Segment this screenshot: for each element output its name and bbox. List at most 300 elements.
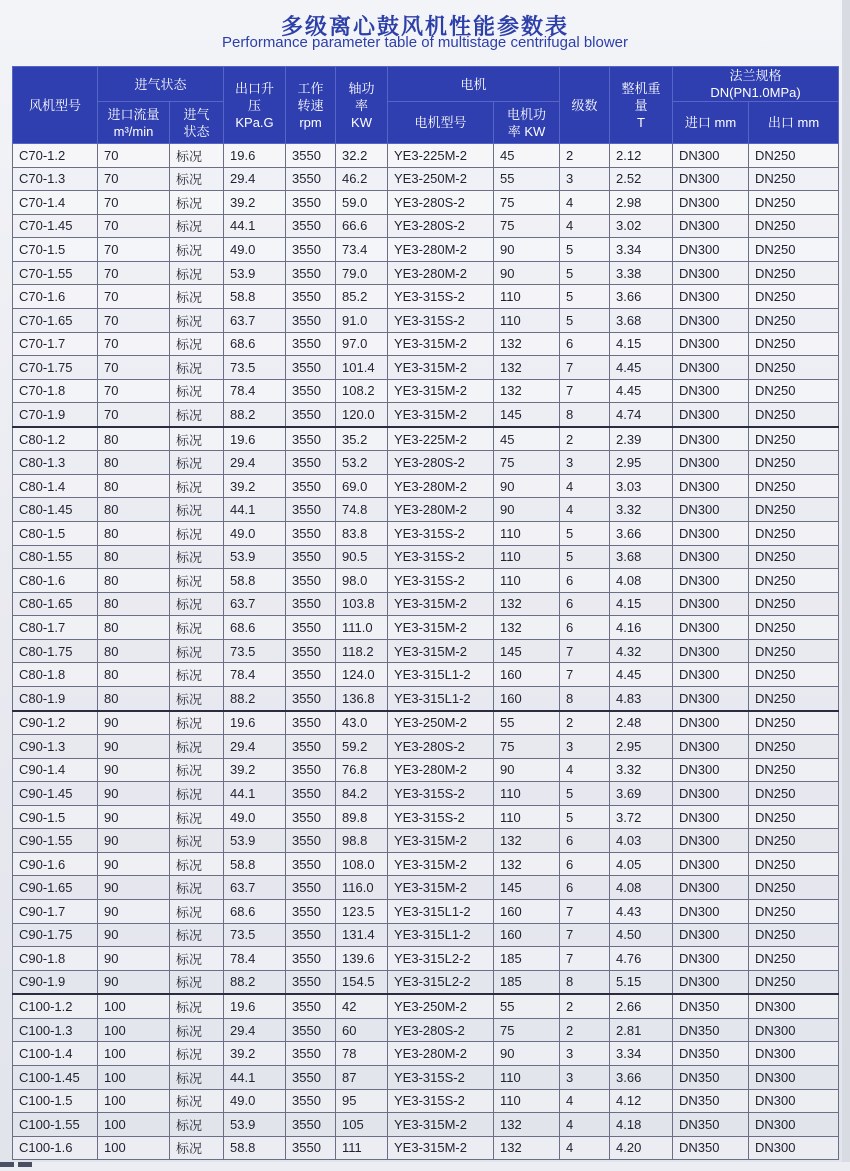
cell-shaft-power: 118.2 xyxy=(336,639,388,663)
cell-intake-cond: 标况 xyxy=(170,735,224,759)
cell-flange-out: DN250 xyxy=(749,238,839,262)
cell-speed: 3550 xyxy=(286,332,336,356)
cell-speed: 3550 xyxy=(286,923,336,947)
cell-pressure: 88.2 xyxy=(224,686,286,710)
cell-flange-out: DN300 xyxy=(749,1042,839,1066)
cell-shaft-power: 84.2 xyxy=(336,782,388,806)
cell-shaft-power: 97.0 xyxy=(336,332,388,356)
table-row xyxy=(13,923,839,947)
cell-flange-in: DN300 xyxy=(673,191,749,215)
cell-weight: 2.98 xyxy=(610,191,673,215)
cell-model: C90-1.4 xyxy=(13,758,98,782)
cell-speed: 3550 xyxy=(286,191,336,215)
cell-weight: 3.68 xyxy=(610,308,673,332)
cell-intake-cond: 标况 xyxy=(170,308,224,332)
cell-weight: 3.32 xyxy=(610,498,673,522)
table-row xyxy=(13,498,839,522)
cell-motor-model: YE3-315S-2 xyxy=(388,1089,494,1113)
cell-intake-flow: 100 xyxy=(98,1136,170,1160)
cell-stages: 2 xyxy=(560,1018,610,1042)
cell-flange-in: DN300 xyxy=(673,852,749,876)
cell-motor-power: 132 xyxy=(494,616,560,640)
cell-flange-in: DN300 xyxy=(673,592,749,616)
cell-stages: 5 xyxy=(560,238,610,262)
cell-flange-in: DN300 xyxy=(673,639,749,663)
cell-flange-in: DN300 xyxy=(673,663,749,687)
cell-stages: 7 xyxy=(560,947,610,971)
cell-stages: 6 xyxy=(560,592,610,616)
cell-shaft-power: 101.4 xyxy=(336,356,388,380)
cell-pressure: 53.9 xyxy=(224,829,286,853)
cell-flange-out: DN250 xyxy=(749,144,839,168)
cell-motor-power: 90 xyxy=(494,758,560,782)
cell-motor-power: 145 xyxy=(494,876,560,900)
cell-flange-in: DN300 xyxy=(673,308,749,332)
cell-flange-in: DN300 xyxy=(673,498,749,522)
cell-flange-out: DN250 xyxy=(749,403,839,427)
cell-flange-out: DN300 xyxy=(749,1018,839,1042)
cell-intake-cond: 标况 xyxy=(170,829,224,853)
table-row xyxy=(13,782,839,806)
cell-flange-in: DN300 xyxy=(673,805,749,829)
cell-weight: 3.66 xyxy=(610,285,673,309)
cell-motor-power: 132 xyxy=(494,592,560,616)
table-row xyxy=(13,451,839,475)
cell-motor-model: YE3-250M-2 xyxy=(388,994,494,1018)
cell-intake-flow: 100 xyxy=(98,994,170,1018)
cell-flange-out: DN250 xyxy=(749,805,839,829)
cell-flange-in: DN300 xyxy=(673,167,749,191)
cell-intake-cond: 标况 xyxy=(170,1089,224,1113)
cell-shaft-power: 59.2 xyxy=(336,735,388,759)
cell-intake-cond: 标况 xyxy=(170,758,224,782)
cell-intake-cond: 标况 xyxy=(170,569,224,593)
cell-stages: 7 xyxy=(560,379,610,403)
cell-model: C70-1.55 xyxy=(13,261,98,285)
cell-flange-out: DN250 xyxy=(749,474,839,498)
cell-flange-in: DN300 xyxy=(673,900,749,924)
cell-shaft-power: 120.0 xyxy=(336,403,388,427)
cell-shaft-power: 32.2 xyxy=(336,144,388,168)
col-intake-cond: 进气 状态 xyxy=(170,102,224,144)
cell-model: C80-1.65 xyxy=(13,592,98,616)
table-row xyxy=(13,403,839,427)
cell-flange-out: DN250 xyxy=(749,285,839,309)
cell-speed: 3550 xyxy=(286,427,336,451)
cell-speed: 3550 xyxy=(286,900,336,924)
cell-weight: 3.69 xyxy=(610,782,673,806)
cell-weight: 5.15 xyxy=(610,970,673,994)
cell-intake-flow: 70 xyxy=(98,191,170,215)
cell-weight: 4.45 xyxy=(610,663,673,687)
cell-motor-model: YE3-280M-2 xyxy=(388,474,494,498)
cell-shaft-power: 53.2 xyxy=(336,451,388,475)
cell-intake-cond: 标况 xyxy=(170,379,224,403)
cell-intake-flow: 100 xyxy=(98,1113,170,1137)
cell-flange-in: DN300 xyxy=(673,261,749,285)
cell-intake-flow: 70 xyxy=(98,332,170,356)
cell-weight: 2.95 xyxy=(610,451,673,475)
cell-flange-out: DN250 xyxy=(749,829,839,853)
cell-shaft-power: 79.0 xyxy=(336,261,388,285)
cell-intake-cond: 标况 xyxy=(170,782,224,806)
cell-model: C80-1.5 xyxy=(13,522,98,546)
cell-motor-model: YE3-315L2-2 xyxy=(388,947,494,971)
table-row xyxy=(13,379,839,403)
cell-weight: 3.03 xyxy=(610,474,673,498)
cell-motor-power: 132 xyxy=(494,379,560,403)
cell-intake-flow: 80 xyxy=(98,545,170,569)
cell-flange-in: DN300 xyxy=(673,782,749,806)
cell-shaft-power: 90.5 xyxy=(336,545,388,569)
table-row xyxy=(13,522,839,546)
cell-shaft-power: 69.0 xyxy=(336,474,388,498)
table-row xyxy=(13,214,839,238)
col-flange-out: 出口 mm xyxy=(749,102,839,144)
cell-weight: 3.72 xyxy=(610,805,673,829)
cell-model: C70-1.75 xyxy=(13,356,98,380)
cell-weight: 4.50 xyxy=(610,923,673,947)
table-row xyxy=(13,616,839,640)
cell-model: C90-1.65 xyxy=(13,876,98,900)
table-row xyxy=(13,427,839,451)
cell-motor-model: YE3-280M-2 xyxy=(388,261,494,285)
cell-shaft-power: 85.2 xyxy=(336,285,388,309)
cell-speed: 3550 xyxy=(286,686,336,710)
cell-intake-flow: 80 xyxy=(98,639,170,663)
cell-motor-model: YE3-250M-2 xyxy=(388,167,494,191)
performance-table xyxy=(12,66,839,1160)
cell-model: C80-1.3 xyxy=(13,451,98,475)
cell-model: C100-1.55 xyxy=(13,1113,98,1137)
cell-motor-model: YE3-315S-2 xyxy=(388,1065,494,1089)
cell-weight: 4.08 xyxy=(610,569,673,593)
cell-flange-in: DN350 xyxy=(673,1089,749,1113)
cell-intake-flow: 90 xyxy=(98,876,170,900)
cell-flange-out: DN250 xyxy=(749,686,839,710)
cell-shaft-power: 73.4 xyxy=(336,238,388,262)
table-row xyxy=(13,1089,839,1113)
cell-weight: 3.02 xyxy=(610,214,673,238)
cell-weight: 3.68 xyxy=(610,545,673,569)
cell-shaft-power: 98.8 xyxy=(336,829,388,853)
cell-flange-in: DN300 xyxy=(673,923,749,947)
cell-intake-flow: 70 xyxy=(98,214,170,238)
cell-intake-flow: 100 xyxy=(98,1065,170,1089)
col-weight: 整机重 量 T xyxy=(610,67,673,144)
cell-motor-model: YE3-315S-2 xyxy=(388,569,494,593)
cell-flange-out: DN250 xyxy=(749,923,839,947)
cell-speed: 3550 xyxy=(286,994,336,1018)
cell-motor-power: 110 xyxy=(494,805,560,829)
table-row xyxy=(13,144,839,168)
cell-shaft-power: 35.2 xyxy=(336,427,388,451)
cell-speed: 3550 xyxy=(286,356,336,380)
cell-weight: 4.18 xyxy=(610,1113,673,1137)
table-row xyxy=(13,285,839,309)
cell-motor-model: YE3-315M-2 xyxy=(388,852,494,876)
cell-speed: 3550 xyxy=(286,308,336,332)
col-speed: 工作 转速 rpm xyxy=(286,67,336,144)
cell-flange-out: DN250 xyxy=(749,616,839,640)
cell-flange-in: DN350 xyxy=(673,1065,749,1089)
cell-flange-in: DN300 xyxy=(673,735,749,759)
cell-model: C70-1.9 xyxy=(13,403,98,427)
cell-flange-in: DN300 xyxy=(673,569,749,593)
cell-pressure: 39.2 xyxy=(224,474,286,498)
cell-flange-in: DN300 xyxy=(673,545,749,569)
cell-model: C100-1.3 xyxy=(13,1018,98,1042)
cell-flange-in: DN350 xyxy=(673,994,749,1018)
cell-pressure: 39.2 xyxy=(224,191,286,215)
cell-flange-in: DN300 xyxy=(673,403,749,427)
table-row xyxy=(13,639,839,663)
cell-intake-cond: 标况 xyxy=(170,1136,224,1160)
cell-intake-flow: 90 xyxy=(98,852,170,876)
cell-model: C80-1.4 xyxy=(13,474,98,498)
cell-shaft-power: 136.8 xyxy=(336,686,388,710)
cell-weight: 2.12 xyxy=(610,144,673,168)
cell-shaft-power: 91.0 xyxy=(336,308,388,332)
cell-intake-cond: 标况 xyxy=(170,451,224,475)
cell-speed: 3550 xyxy=(286,639,336,663)
col-motor-model: 电机型号 xyxy=(388,102,494,144)
cell-motor-power: 160 xyxy=(494,923,560,947)
cell-intake-flow: 80 xyxy=(98,522,170,546)
cell-motor-power: 160 xyxy=(494,663,560,687)
cell-stages: 3 xyxy=(560,167,610,191)
cell-motor-power: 110 xyxy=(494,308,560,332)
cell-flange-out: DN300 xyxy=(749,1065,839,1089)
table-row xyxy=(13,947,839,971)
cell-flange-in: DN300 xyxy=(673,238,749,262)
table-row xyxy=(13,1065,839,1089)
cell-motor-model: YE3-315S-2 xyxy=(388,805,494,829)
cell-motor-model: YE3-315M-2 xyxy=(388,829,494,853)
cell-flange-out: DN300 xyxy=(749,1113,839,1137)
cell-intake-cond: 标况 xyxy=(170,522,224,546)
cell-flange-out: DN250 xyxy=(749,191,839,215)
cell-motor-model: YE3-315L1-2 xyxy=(388,686,494,710)
cell-model: C100-1.5 xyxy=(13,1089,98,1113)
cell-shaft-power: 111 xyxy=(336,1136,388,1160)
table-row xyxy=(13,900,839,924)
cell-intake-flow: 70 xyxy=(98,144,170,168)
cell-flange-out: DN250 xyxy=(749,167,839,191)
cell-flange-in: DN350 xyxy=(673,1136,749,1160)
cell-weight: 4.45 xyxy=(610,356,673,380)
cell-motor-model: YE3-315L1-2 xyxy=(388,663,494,687)
cell-speed: 3550 xyxy=(286,782,336,806)
cell-stages: 6 xyxy=(560,569,610,593)
cell-stages: 3 xyxy=(560,1042,610,1066)
cell-stages: 4 xyxy=(560,191,610,215)
cell-speed: 3550 xyxy=(286,876,336,900)
cell-flange-out: DN250 xyxy=(749,308,839,332)
cell-stages: 7 xyxy=(560,923,610,947)
cell-weight: 2.52 xyxy=(610,167,673,191)
cell-stages: 7 xyxy=(560,900,610,924)
page-title: 多级离心鼓风机性能参数表 xyxy=(280,15,569,40)
cell-model: C90-1.5 xyxy=(13,805,98,829)
cell-weight: 4.15 xyxy=(610,592,673,616)
table-row xyxy=(13,592,839,616)
cell-pressure: 78.4 xyxy=(224,379,286,403)
cell-pressure: 19.6 xyxy=(224,711,286,735)
cell-shaft-power: 46.2 xyxy=(336,167,388,191)
cell-stages: 8 xyxy=(560,970,610,994)
cell-motor-model: YE3-315M-2 xyxy=(388,379,494,403)
cell-weight: 4.03 xyxy=(610,829,673,853)
cell-speed: 3550 xyxy=(286,498,336,522)
cell-stages: 4 xyxy=(560,758,610,782)
cell-motor-power: 185 xyxy=(494,947,560,971)
page-corner-mark xyxy=(0,1152,60,1162)
cell-weight: 4.83 xyxy=(610,686,673,710)
cell-stages: 4 xyxy=(560,474,610,498)
cell-flange-in: DN300 xyxy=(673,947,749,971)
cell-motor-model: YE3-280S-2 xyxy=(388,1018,494,1042)
table-row xyxy=(13,191,839,215)
cell-flange-out: DN250 xyxy=(749,970,839,994)
cell-motor-power: 90 xyxy=(494,238,560,262)
cell-motor-model: YE3-315S-2 xyxy=(388,285,494,309)
cell-motor-power: 45 xyxy=(494,144,560,168)
cell-motor-power: 132 xyxy=(494,852,560,876)
cell-motor-power: 110 xyxy=(494,285,560,309)
cell-motor-model: YE3-315M-2 xyxy=(388,639,494,663)
cell-flange-out: DN250 xyxy=(749,711,839,735)
cell-flange-in: DN350 xyxy=(673,1113,749,1137)
cell-intake-flow: 90 xyxy=(98,923,170,947)
cell-pressure: 63.7 xyxy=(224,308,286,332)
cell-pressure: 68.6 xyxy=(224,616,286,640)
cell-flange-out: DN250 xyxy=(749,569,839,593)
cell-intake-cond: 标况 xyxy=(170,900,224,924)
cell-flange-out: DN250 xyxy=(749,876,839,900)
cell-flange-in: DN300 xyxy=(673,379,749,403)
cell-model: C100-1.6 xyxy=(13,1136,98,1160)
cell-speed: 3550 xyxy=(286,545,336,569)
cell-motor-model: YE3-280M-2 xyxy=(388,498,494,522)
cell-motor-power: 110 xyxy=(494,782,560,806)
table-row xyxy=(13,238,839,262)
table-row xyxy=(13,1018,839,1042)
cell-flange-out: DN250 xyxy=(749,261,839,285)
cell-weight: 4.45 xyxy=(610,379,673,403)
cell-stages: 4 xyxy=(560,1089,610,1113)
table-row xyxy=(13,852,839,876)
cell-flange-out: DN250 xyxy=(749,498,839,522)
cell-flange-in: DN350 xyxy=(673,1042,749,1066)
cell-pressure: 49.0 xyxy=(224,238,286,262)
cell-intake-flow: 80 xyxy=(98,569,170,593)
cell-motor-power: 160 xyxy=(494,686,560,710)
cell-pressure: 53.9 xyxy=(224,545,286,569)
cell-pressure: 88.2 xyxy=(224,403,286,427)
cell-flange-in: DN300 xyxy=(673,711,749,735)
cell-intake-cond: 标况 xyxy=(170,852,224,876)
cell-speed: 3550 xyxy=(286,852,336,876)
cell-intake-cond: 标况 xyxy=(170,1018,224,1042)
cell-speed: 3550 xyxy=(286,1136,336,1160)
cell-motor-model: YE3-315M-2 xyxy=(388,1113,494,1137)
table-row xyxy=(13,994,839,1018)
cell-motor-power: 90 xyxy=(494,474,560,498)
cell-model: C90-1.8 xyxy=(13,947,98,971)
cell-model: C90-1.2 xyxy=(13,711,98,735)
cell-motor-power: 110 xyxy=(494,522,560,546)
cell-model: C70-1.65 xyxy=(13,308,98,332)
cell-motor-power: 132 xyxy=(494,1113,560,1137)
table-row xyxy=(13,167,839,191)
cell-motor-power: 145 xyxy=(494,403,560,427)
cell-intake-flow: 70 xyxy=(98,285,170,309)
col-pressure: 出口升 压 KPa.G xyxy=(224,67,286,144)
cell-flange-out: DN300 xyxy=(749,994,839,1018)
cell-shaft-power: 108.2 xyxy=(336,379,388,403)
table-row xyxy=(13,308,839,332)
cell-pressure: 29.4 xyxy=(224,167,286,191)
cell-shaft-power: 103.8 xyxy=(336,592,388,616)
cell-model: C100-1.4 xyxy=(13,1042,98,1066)
table-row xyxy=(13,474,839,498)
cell-stages: 3 xyxy=(560,1065,610,1089)
cell-weight: 3.66 xyxy=(610,522,673,546)
cell-intake-cond: 标况 xyxy=(170,261,224,285)
cell-intake-flow: 90 xyxy=(98,829,170,853)
table-header xyxy=(13,67,839,144)
table-row xyxy=(13,970,839,994)
cell-motor-power: 75 xyxy=(494,735,560,759)
cell-model: C70-1.7 xyxy=(13,332,98,356)
cell-intake-flow: 80 xyxy=(98,592,170,616)
col-stages: 级数 xyxy=(560,67,610,144)
table-row xyxy=(13,569,839,593)
cell-weight: 3.34 xyxy=(610,1042,673,1066)
cell-flange-out: DN250 xyxy=(749,379,839,403)
cell-pressure: 44.1 xyxy=(224,782,286,806)
cell-model: C70-1.8 xyxy=(13,379,98,403)
cell-pressure: 73.5 xyxy=(224,639,286,663)
cell-shaft-power: 42 xyxy=(336,994,388,1018)
cell-speed: 3550 xyxy=(286,522,336,546)
cell-weight: 2.39 xyxy=(610,427,673,451)
cell-intake-flow: 80 xyxy=(98,451,170,475)
cell-flange-in: DN300 xyxy=(673,474,749,498)
cell-intake-cond: 标况 xyxy=(170,639,224,663)
cell-pressure: 53.9 xyxy=(224,261,286,285)
table-row xyxy=(13,332,839,356)
cell-pressure: 49.0 xyxy=(224,1089,286,1113)
cell-intake-cond: 标况 xyxy=(170,876,224,900)
cell-motor-model: YE3-280S-2 xyxy=(388,191,494,215)
cell-motor-power: 132 xyxy=(494,332,560,356)
cell-speed: 3550 xyxy=(286,214,336,238)
cell-shaft-power: 78 xyxy=(336,1042,388,1066)
cell-shaft-power: 89.8 xyxy=(336,805,388,829)
cell-stages: 5 xyxy=(560,805,610,829)
cell-weight: 2.81 xyxy=(610,1018,673,1042)
cell-speed: 3550 xyxy=(286,1113,336,1137)
cell-stages: 2 xyxy=(560,427,610,451)
cell-weight: 4.05 xyxy=(610,852,673,876)
page-subtitle: Performance parameter table of multistage centrifugal blower xyxy=(221,34,629,51)
cell-motor-power: 90 xyxy=(494,1042,560,1066)
cell-pressure: 58.8 xyxy=(224,285,286,309)
cell-motor-model: YE3-250M-2 xyxy=(388,711,494,735)
cell-intake-flow: 90 xyxy=(98,758,170,782)
